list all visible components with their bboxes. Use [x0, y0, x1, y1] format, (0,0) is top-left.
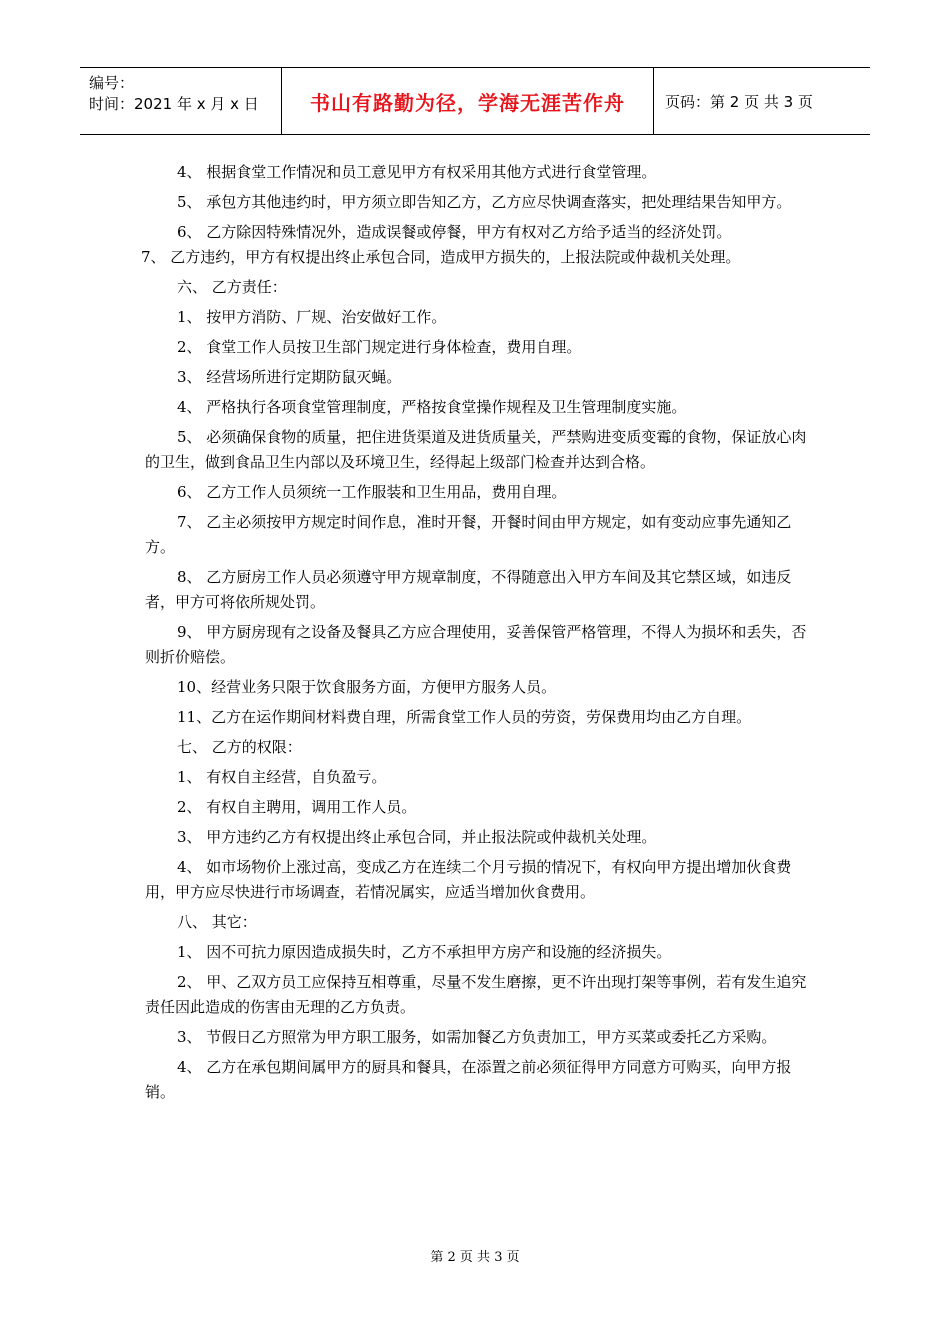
paragraph: 4、 如市场物价上涨过高，变成乙方在连续二个月亏损的情况下，有权向甲方提出增加伙食费用，甲方应尽快进行市场调查，若情况属实，应适当增加伙食费用。	[145, 858, 792, 901]
paragraph: 4、 乙方在承包期间属甲方的厨具和餐具，在添置之前必须征得甲方同意方可购买，向甲方报销。	[145, 1058, 792, 1101]
paragraph: 7、 乙主必须按甲方规定时间作息，准时开餐，开餐时间由甲方规定，如有变动应事先通知乙方。	[145, 513, 792, 556]
header-motto-cell	[282, 68, 654, 134]
header-table	[80, 67, 870, 135]
paragraph: 7、 乙方违约，甲方有权提出终止承包合同，造成甲方损失的，上报法院或仲裁机关处理。	[141, 248, 741, 266]
section-heading: 七、 乙方的权限：	[177, 738, 302, 756]
header-meta-cell	[80, 68, 282, 134]
header-page-cell	[654, 68, 870, 134]
paragraph: 1、 按甲方消防、厂规、治安做好工作。	[177, 308, 447, 326]
document-body	[141, 160, 807, 1105]
page-info: 页码：第 2 页 共 3 页	[665, 92, 813, 111]
page-footer: 第 2 页 共 3 页	[430, 1250, 520, 1265]
motto-text: 书山有路勤为径，学海无涯苦作舟	[310, 90, 625, 115]
paragraph: 9、 甲方厨房现有之设备及餐具乙方应合理使用，妥善保管严格管理，不得人为损坏和丢失，否则折价赔偿。	[145, 623, 807, 666]
paragraph: 10、经营业务只限于饮食服务方面，方便甲方服务人员。	[177, 678, 557, 696]
paragraph: 6、 乙方除因特殊情况外，造成误餐或停餐，甲方有权对乙方给予适当的经济处罚。	[177, 223, 732, 241]
paragraph: 5、 必须确保食物的质量，把住进货渠道及进货质量关，严禁购进变质变霉的食物，保证放心肉的卫生，做到食品卫生内部以及环境卫生，经得起上级部门检查并达到合格。	[145, 428, 807, 471]
paragraph: 5、 承包方其他违约时，甲方须立即告知乙方，乙方应尽快调查落实，把处理结果告知甲方。	[177, 193, 792, 211]
paragraph: 2、 食堂工作人员按卫生部门规定进行身体检查，费用自理。	[177, 338, 582, 356]
paragraph: 4、 根据食堂工作情况和员工意见甲方有权采用其他方式进行食堂管理。	[177, 163, 657, 181]
paragraph: 3、 节假日乙方照常为甲方职工服务，如需加餐乙方负责加工，甲方买菜或委托乙方采购。	[177, 1028, 777, 1046]
paragraph: 6、 乙方工作人员须统一工作服装和卫生用品，费用自理。	[177, 483, 567, 501]
paragraph: 2、 甲、乙双方员工应保持互相尊重，尽量不发生磨擦，更不许出现打架等事例，若有发生追究责任因此造成的伤害由无理的乙方负责。	[145, 973, 807, 1016]
paragraph: 11、乙方在运作期间材料费自理，所需食堂工作人员的劳资，劳保费用均由乙方自理。	[177, 708, 752, 726]
paragraph: 1、 因不可抗力原因造成损失时，乙方不承担甲方房产和设施的经济损失。	[177, 943, 672, 961]
serial-number-label: 编号：	[89, 74, 135, 92]
section-heading: 六、 乙方责任：	[177, 278, 287, 296]
paragraph: 3、 经营场所进行定期防鼠灭蝇。	[177, 368, 402, 386]
paragraph: 1、 有权自主经营，自负盈亏。	[177, 768, 387, 786]
section-heading: 八、 其它：	[177, 913, 257, 931]
paragraph: 8、 乙方厨房工作人员必须遵守甲方规章制度，不得随意出入甲方车间及其它禁区域，如违反者，甲方可将依所规处罚。	[145, 568, 792, 611]
date-label: 时间：2021 年 x 月 x 日	[89, 95, 259, 113]
paragraph: 2、 有权自主聘用，调用工作人员。	[177, 798, 417, 816]
paragraph: 3、 甲方违约乙方有权提出终止承包合同，并止报法院或仲裁机关处理。	[177, 828, 657, 846]
paragraph: 4、 严格执行各项食堂管理制度，严格按食堂操作规程及卫生管理制度实施。	[177, 398, 687, 416]
